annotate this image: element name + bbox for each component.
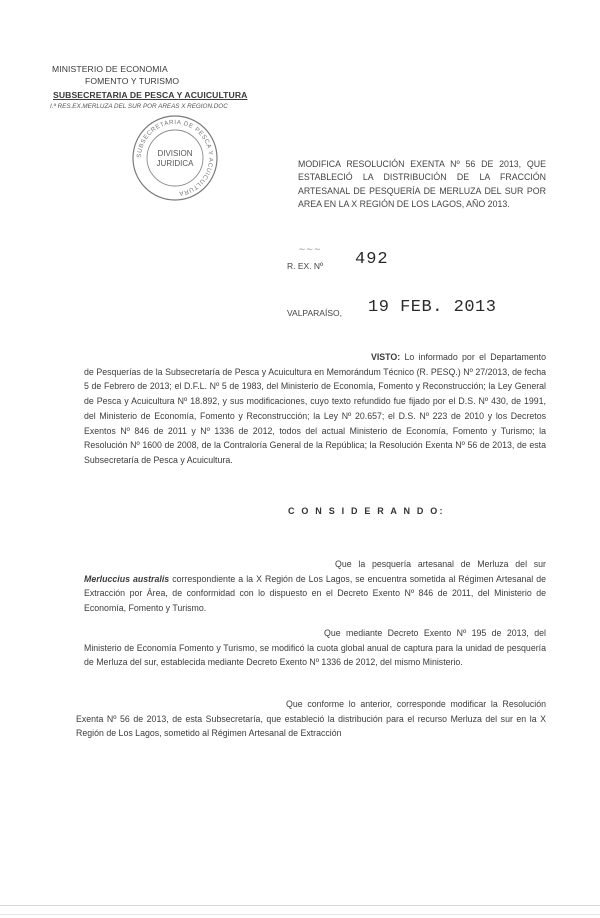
resolution-small-mark: ⁓ ⁓ ⁓ <box>299 247 321 253</box>
file-reference: I.ª RES.EX.MERLUZA DEL SUR POR AREAS X REGION.DOC <box>50 103 228 110</box>
page-edge-line <box>0 914 600 915</box>
resolution-label: R. EX. Nº <box>287 261 324 271</box>
considerando-heading: C O N S I D E R A N D O: <box>288 506 445 516</box>
division-juridica-stamp <box>131 114 219 202</box>
species-name: Merluccius australis <box>84 573 170 584</box>
page-edge-line <box>0 905 600 906</box>
subsecretaria-title: SUBSECRETARIA DE PESCA Y ACUICULTURA <box>53 90 248 100</box>
ministry-line-2: FOMENTO Y TURISMO <box>85 76 180 86</box>
resolution-date: 19 FEB. 2013 <box>368 298 497 317</box>
stamp-ring-text: SUBSECRETARIA DE PESCA Y ACUICULTURA <box>135 118 215 197</box>
place-label: VALPARAÍSO, <box>287 308 342 318</box>
considerando-p1-rest: correspondiente a la X Región de Los Lagos, se encuentra sometida al Régimen Artesanal de Extracción por Área, de conformidad con lo dispuesto en el Decreto Exento Nº 846 de 2011, del Ministerio de Economía, Fomento y Turismo. <box>84 573 547 614</box>
ministry-line-1: MINISTERIO DE ECONOMIA <box>52 64 168 74</box>
visto-text: Lo informado por el Departamento de Pesquerías de la Subsecretaría de Pesca y Acuicultura en Memorándum Técnico (R. PESQ.) Nº 27/2013, de fecha 5 de Febrero de 2013; el D.F.L. Nº 5 de 1983, del Ministerio de Economía, Fomento y Reconstrucción; la Ley General de Pesca y Acuicultura Nº 18.892, y sus modificaciones, cuyo texto refundido fue fijado por el D.S. Nº 430, de 1991, del Ministerio de Economía, Fomento y Reconstrucción; la Ley Nº 20.657; el D.S. Nº 223 de 2010 y los Decretos Exentos Nº 846 de 2011 y Nº 1336 de 2012, todos del actual Ministerio de Economía, Fomento y Turismo; la Resolución Nº 1600 de 2008, de la Contraloría General de la República; la Resolución Exenta Nº 56 de 2013, de esta Subsecretaría de Pesca y Acuicultura. <box>84 352 546 465</box>
considerando-paragraph-1 <box>84 557 546 616</box>
visto-label: VISTO: <box>371 352 401 362</box>
considerando-paragraph-3: Que conforme lo anterior, corresponde modificar la Resolución Exenta Nº 56 de 2013, de esta Subsecretaría, que estableció la distribución para el recurso Merluza del sur en la X Región de Los Lagos, sometido al Régimen Artesanal de Extracción <box>76 699 546 739</box>
considerando-paragraph-2: Que mediante Decreto Exento Nº 195 de 2013, del Ministerio de Economía Fomento y Turismo, se modificó la cuota global anual de captura para la unidad de pesquería de Merluza del sur, establecida mediante Decreto Exento Nº 1336 de 2012, del mismo Ministerio. <box>84 628 546 668</box>
stamp-center-line-2: JURIDICA <box>156 159 194 168</box>
stamp-center-line-1: DIVISION <box>157 149 193 158</box>
resolution-number: 492 <box>355 250 389 269</box>
visto-paragraph <box>84 350 546 468</box>
considerando-p1-lead: Que la pesquería artesanal de Merluza del sur <box>335 559 546 569</box>
resolution-subject: MODIFICA RESOLUCIÓN EXENTA Nº 56 DE 2013, QUE ESTABLECIÓ LA DISTRIBUCIÓN DE LA FRACCIÓN ARTESANAL DE PESQUERÍA DE MERLUZA DEL SUR POR AREA EN LA X REGIÓN DE LOS LAGOS, AÑO 2013. <box>298 159 546 210</box>
